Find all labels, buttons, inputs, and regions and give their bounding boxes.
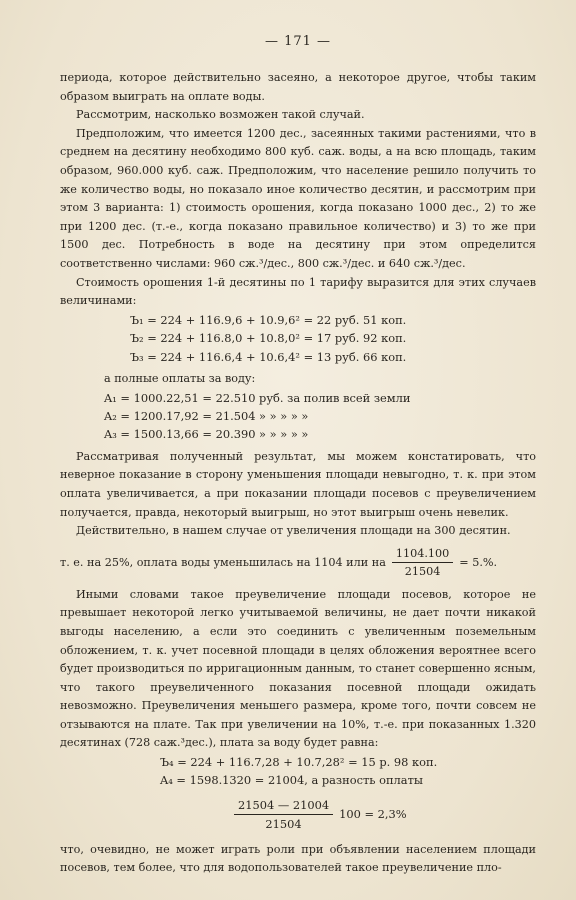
paragraph-3: Предположим, что имеется 1200 дес., засеянных такими растениями, что в среднем на десятину необходимо 800 куб. саж. воды, а на всю площадь, таким образом, 960.000 куб. саж. Предположим, что население решило получить то же количество воды, но показало иное количество десятин, и рассмотрим при этом 3 варианта: 1) стоимость орошения, когда показано 1000 дес., 2) то же при 1200 дес. (т.-е., когда показано правильное количество) и 3) то же при 1500 дес. Потребность в воде на десятину при этом определится соответственно числами: 960 сж.³/дес., 800 сж.³/дес. и 640 сж.³/дес. <box>60 126 536 270</box>
page-number: — 171 — <box>264 34 332 49</box>
formula-b2: Ъ₂ = 224 + 116.8,0 + 10.8,0² = 17 руб. 92 коп. <box>130 331 407 346</box>
paragraph-1: периода, которое действительно засеяно, а некоторое другое, чтобы таким образом выиграть на оплате воды. <box>60 71 536 103</box>
paragraph-7: Действительно, в нашем случае от увеличения площади на 300 десятин. <box>76 524 511 538</box>
formula-a1: A₁ = 1000.22,51 = 22.510 руб. за полив всей земли <box>104 390 411 405</box>
formula-a2: A₂ = 1200.17,92 = 21.504 » » » » » <box>104 408 309 423</box>
formula-block-b <box>60 311 536 366</box>
fraction-line-1 <box>60 547 536 578</box>
formula-a3: A₃ = 1500.13,66 = 20.390 » » » » » <box>104 427 309 442</box>
formula-b1: Ъ₁ = 224 + 116.9,6 + 10.9,6² = 22 руб. 51 коп. <box>130 312 407 327</box>
paragraph-2: Рассмотрим, насколько возможен такой случай. <box>76 108 365 122</box>
paragraph-8: Иными словами такое преувеличение площади посевов, которое не превышает некоторой легко учитываемой величины, не дает почти никакой выгоды населению, а если это соединить с увеличенным поземельным обложением, т. к. учет посевной площади в целях обложения вероятнее всего будет производиться по ирригационным данным, то станет совершенно ясным, что такого преувеличенного показания посевной площади ожидать невозможно. Преувеличения меньшего размера, кроме того, почти совсем не отзываются на плате. Так при увеличении на 10%, т.-е. при показанных 1.320 десятинах (728 саж.³дес.), плата за воду будет равна: <box>60 587 536 750</box>
fraction-2-denominator: 21504 <box>265 816 302 831</box>
fraction-2-numerator: 21504 — 21004 <box>234 798 333 815</box>
fraction-2 <box>234 798 333 831</box>
fraction-line-2 <box>228 798 536 831</box>
fraction-1 <box>392 547 453 578</box>
formula-a4: A₄ = 1598.1320 = 21004, а разность оплаты <box>160 773 423 788</box>
paragraph-4: Стоимость орошения 1-й десятины по 1 тарифу выразится для этих случаев величинами: <box>60 275 536 308</box>
fraction-2-suffix: 100 = 2,3% <box>339 807 407 822</box>
formula-block-a <box>60 389 536 444</box>
fraction-1-suffix: = 5.%. <box>459 555 498 569</box>
fraction-1-prefix: т. е. на 25%, оплата воды уменьшилась на 1104 или на <box>60 555 386 569</box>
paragraph-6: Рассматривая полученный результат, мы можем констатировать, что неверное показание в сторону уменьшения площади невыгодно, т. к. при этом оплата увеличивается, а при показании площади посевов с преувеличением получается, правда, некоторый выигрыш, но этот выигрыш очень невелик. <box>60 449 536 519</box>
fraction-1-numerator: 1104.100 <box>392 547 453 563</box>
paragraph-9: что, очевидно, не может играть роли при объявлении населением площади посевов, тем более, что для водопользователей такое преувеличение пло- <box>60 842 536 875</box>
fraction-1-denominator: 21504 <box>404 564 441 578</box>
formula-b4: Ъ₄ = 224 + 116.7,28 + 10.7,28² = 15 р. 98 коп. <box>160 755 438 770</box>
formula-b3: Ъ₃ = 224 + 116.6,4 + 10.6,4² = 13 руб. 66 коп. <box>130 349 407 364</box>
paragraph-5: а полные оплаты за воду: <box>104 371 256 385</box>
